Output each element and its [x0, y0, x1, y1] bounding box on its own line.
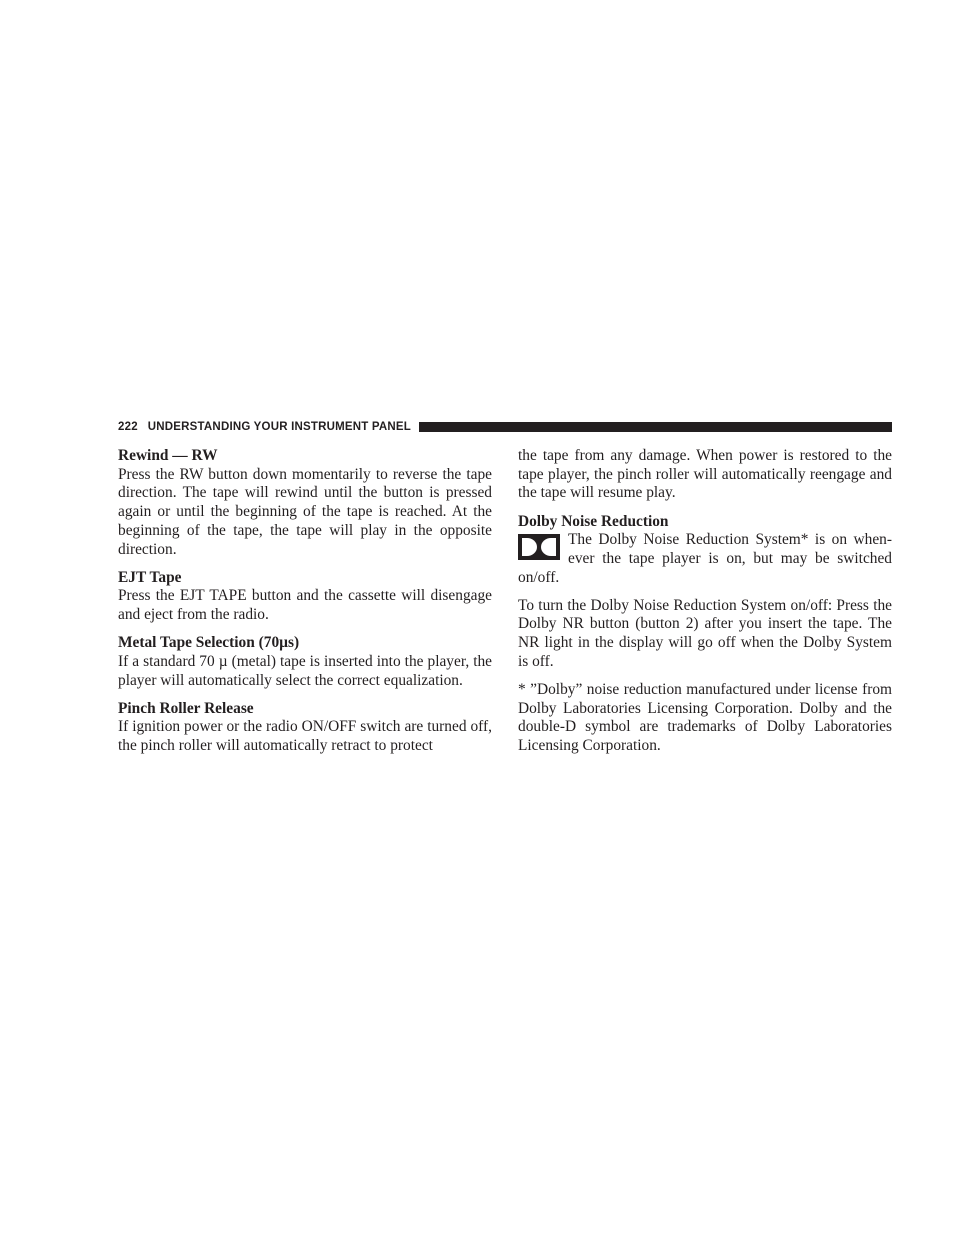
- pinch-roller-continued-text: the tape from any damage. When power is restored to the tape player, the pinch roller will automatically reengage and the tape will resume play.: [518, 447, 892, 502]
- pinch-roller-section: [118, 700, 492, 756]
- page-header: [118, 419, 892, 435]
- dolby-toggle-section: [518, 597, 892, 672]
- dolby-footnote: * ”Dolby” noise reduction manufactured under license from Dolby Laboratories Licensing Corporation. Dolby and the double-D symbol are trademarks of Dolby Laboratories Licensing Corporation.: [518, 680, 892, 755]
- dolby-footnote-section: [518, 681, 892, 756]
- rewind-text: Press the RW button down momentarily to reverse the tape direction. The tape will rewind until the button is pressed again or until the beginning of the tape is reached. At the beginning of the tape, the tape will play in the opposite direction.: [118, 465, 492, 558]
- rewind-section: [118, 447, 492, 559]
- dolby-section: [518, 513, 892, 588]
- pinch-roller-continued: [518, 447, 892, 503]
- left-column: [118, 447, 492, 765]
- header-rule: [419, 422, 892, 432]
- pinch-roller-text: If ignition power or the radio ON/OFF switch are turned off, the pinch roller will automatically retract to protect: [118, 718, 492, 755]
- ejt-tape-text: Press the EJT TAPE button and the cassette will disengage and eject from the radio.: [118, 587, 492, 624]
- pinch-roller-heading: Pinch Roller Release: [118, 699, 254, 717]
- dolby-text: The Dolby Noise Reduction System* is on whenever the tape player is on, but may be switched on/off.: [518, 531, 892, 586]
- section-title: UNDERSTANDING YOUR INSTRUMENT PANEL: [147, 421, 411, 433]
- dolby-toggle-text: To turn the Dolby Noise Reduction System on/off: Press the Dolby NR button (button 2) after you insert the tape. The NR light in the display will go off when the Dolby System is off.: [518, 596, 892, 670]
- metal-tape-text: If a standard 70 µ (metal) tape is inserted into the player, the player will automatically select the correct equalization.: [118, 652, 492, 689]
- metal-tape-section: [118, 634, 492, 690]
- dolby-heading: Dolby Noise Reduction: [518, 512, 669, 530]
- dolby-double-d-icon: [518, 534, 560, 560]
- page-number: 222: [118, 421, 138, 433]
- metal-tape-heading: Metal Tape Selection (70µs): [118, 634, 300, 652]
- ejt-tape-heading: EJT Tape: [118, 568, 182, 586]
- rewind-heading: Rewind — RW: [118, 447, 218, 464]
- right-column: [518, 447, 892, 765]
- ejt-tape-section: [118, 569, 492, 625]
